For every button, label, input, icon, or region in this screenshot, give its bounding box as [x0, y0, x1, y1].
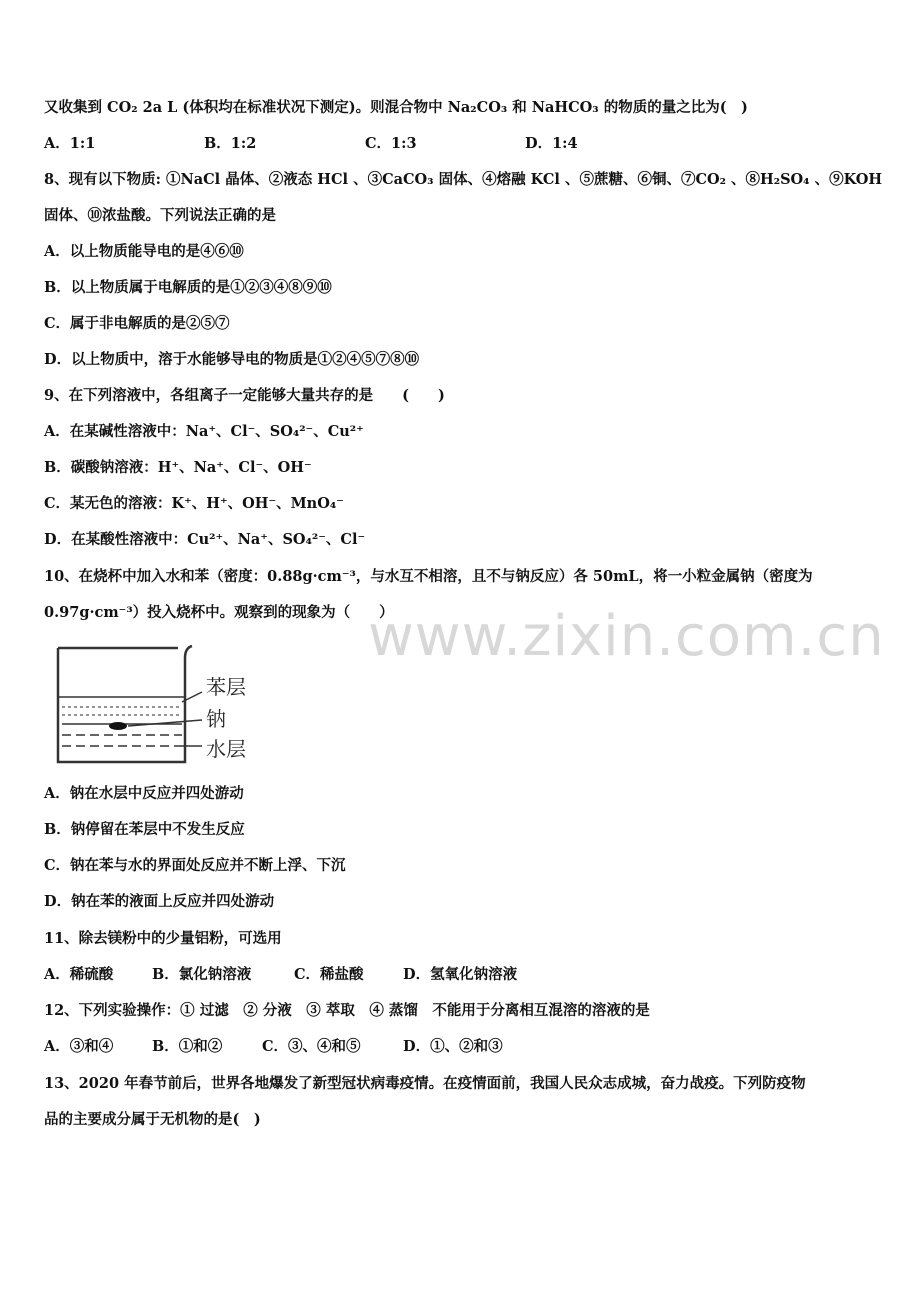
beaker-outline [58, 646, 192, 762]
q12-stem: 12、下列实验操作：① 过滤 ② 分液 ③ 萃取 ④ 蒸馏 不能用于分离相互混溶的溶液的是 [44, 1002, 650, 1019]
q7-option-a: A．1:1 [44, 135, 96, 152]
q11-option-c: C．稀盐酸 [294, 966, 364, 983]
q8-option-a: A．以上物质能导电的是④⑥⑩ [44, 243, 244, 260]
q10-option-d: D．钠在苯的液面上反应并四处游动 [44, 893, 275, 910]
q11-option-a: A．稀硫酸 [44, 966, 114, 983]
q8-option-d: D．以上物质中，溶于水能够导电的物质是①②④⑤⑦⑧⑩ [44, 351, 420, 368]
q9-option-b: B．碳酸钠溶液：H⁺、Na⁺、Cl⁻、OH⁻ [44, 459, 312, 476]
q8-option-b: B．以上物质属于电解质的是①②③④⑧⑨⑩ [44, 279, 332, 296]
q12-option-c: C．③、④和⑤ [262, 1038, 361, 1055]
watermark: www.zixin.com.cn [368, 604, 885, 669]
q12-option-a: A．③和④ [44, 1038, 114, 1055]
q10-option-c: C．钠在苯与水的界面处反应并不断上浮、下沉 [44, 857, 346, 874]
q9-option-d: D．在某酸性溶液中：Cu²⁺、Na⁺、SO₄²⁻、Cl⁻ [44, 531, 366, 548]
q7-option-d: D．1:4 [525, 135, 578, 152]
q11-option-d: D．氢氧化钠溶液 [403, 966, 518, 983]
q10-option-b: B．钠停留在苯层中不发生反应 [44, 821, 245, 838]
q7-stem-continuation: 又收集到 CO₂ 2a L (体积均在标准状况下测定)。则混合物中 Na₂CO₃ 和 NaHCO₃ 的物质的量之比为( ) [44, 99, 748, 116]
q7-option-b: B．1:2 [204, 135, 257, 152]
q12-option-d: D．①、②和③ [403, 1038, 503, 1055]
q13-stem-line2: 品的主要成分属于无机物的是( ) [44, 1111, 261, 1128]
q10-option-a: A．钠在水层中反应并四处游动 [44, 785, 244, 802]
q9-option-a: A．在某碱性溶液中：Na⁺、Cl⁻、SO₄²⁻、Cu²⁺ [44, 423, 364, 440]
q7-option-c: C．1:3 [365, 135, 417, 152]
q9-option-c: C．某无色的溶液：K⁺、H⁺、OH⁻、MnO₄⁻ [44, 495, 344, 512]
beaker-diagram [50, 640, 265, 770]
q12-option-b: B．①和② [152, 1038, 223, 1055]
q10-stem-line2: 0.97g·cm⁻³）投入烧杯中。观察到的现象为（ ） [44, 604, 394, 621]
q8-stem-line1: 8、现有以下物质: ①NaCl 晶体、②液态 HCl 、③CaCO₃ 固体、④熔融 KCl 、⑤蔗糖、⑥铜、⑦CO₂ 、⑧H₂SO₄ 、⑨KOH [44, 171, 883, 188]
q11-stem: 11、除去镁粉中的少量铝粉，可选用 [44, 930, 282, 947]
label-water-layer: 水层 [206, 737, 246, 761]
q13-stem-line1: 13、2020 年春节前后，世界各地爆发了新型冠状病毒疫情。在疫情面前，我国人民众志成城，奋力战疫。下列防疫物 [44, 1075, 806, 1092]
q8-stem-line2: 固体、⑩浓盐酸。下列说法正确的是 [44, 207, 276, 224]
q8-option-c: C．属于非电解质的是②⑤⑦ [44, 315, 230, 332]
label-sodium: 钠 [206, 707, 226, 731]
q10-stem-line1: 10、在烧杯中加入水和苯（密度：0.88g·cm⁻³，与水互不相溶，且不与钠反应）各 50mL，将一小粒金属钠（密度为 [44, 568, 813, 585]
q9-stem: 9、在下列溶液中，各组离子一定能够大量共存的是 ( ) [44, 387, 445, 404]
q11-option-b: B．氯化钠溶液 [152, 966, 252, 983]
leader-sodium [128, 720, 202, 726]
label-benzene-layer: 苯层 [206, 675, 246, 699]
sodium-piece [109, 722, 127, 730]
